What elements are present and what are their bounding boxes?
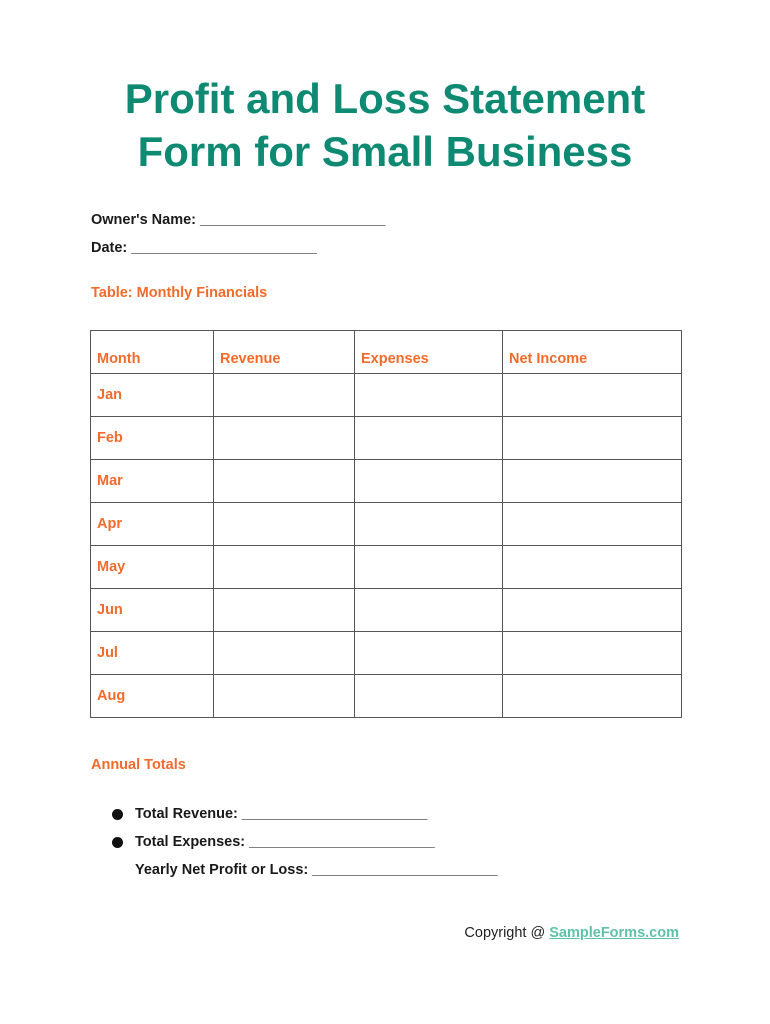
net-income-cell[interactable] <box>503 589 682 632</box>
list-item <box>112 800 498 828</box>
expenses-cell[interactable] <box>355 460 503 503</box>
revenue-cell[interactable] <box>214 546 355 589</box>
annual-totals-label: Annual Totals <box>91 757 186 773</box>
net-income-cell[interactable] <box>503 675 682 718</box>
header-expenses: Expenses <box>355 331 503 374</box>
expenses-cell[interactable] <box>355 546 503 589</box>
net-income-cell[interactable] <box>503 503 682 546</box>
table-row <box>91 546 682 589</box>
expenses-cell[interactable] <box>355 632 503 675</box>
list-item <box>112 828 498 856</box>
monthly-financials-table <box>90 330 682 718</box>
revenue-cell[interactable] <box>214 460 355 503</box>
table-row <box>91 589 682 632</box>
revenue-cell[interactable] <box>214 632 355 675</box>
table-row <box>91 417 682 460</box>
net-income-cell[interactable] <box>503 374 682 417</box>
month-cell: May <box>91 546 214 589</box>
date-field: Date: _______________________ <box>91 240 317 256</box>
copyright-footer <box>464 925 679 941</box>
expenses-cell[interactable] <box>355 374 503 417</box>
revenue-cell[interactable] <box>214 417 355 460</box>
header-revenue: Revenue <box>214 331 355 374</box>
annual-totals-list <box>112 800 498 884</box>
month-cell: Apr <box>91 503 214 546</box>
page-title <box>0 72 770 178</box>
table-row <box>91 374 682 417</box>
table-row <box>91 503 682 546</box>
net-income-cell[interactable] <box>503 417 682 460</box>
copyright-text: Copyright @ <box>464 925 550 941</box>
expenses-cell[interactable] <box>355 675 503 718</box>
net-income-cell[interactable] <box>503 460 682 503</box>
header-net-income: Net Income <box>503 331 682 374</box>
expenses-cell[interactable] <box>355 503 503 546</box>
month-cell: Mar <box>91 460 214 503</box>
month-cell: Jun <box>91 589 214 632</box>
bullet-icon <box>112 837 123 848</box>
bullet-icon <box>112 809 123 820</box>
title-line-2: Form for Small Business <box>137 128 633 175</box>
owner-name-field: Owner's Name: _______________________ <box>91 212 386 228</box>
month-cell: Jul <box>91 632 214 675</box>
net-profit-field: Yearly Net Profit or Loss: _______________________ <box>135 862 498 878</box>
expenses-cell[interactable] <box>355 589 503 632</box>
header-month: Month <box>91 331 214 374</box>
month-cell: Jan <box>91 374 214 417</box>
revenue-cell[interactable] <box>214 589 355 632</box>
list-item <box>112 856 498 884</box>
brand-link[interactable]: SampleForms.com <box>549 925 679 941</box>
revenue-cell[interactable] <box>214 675 355 718</box>
net-income-cell[interactable] <box>503 546 682 589</box>
total-expenses-field: Total Expenses: _______________________ <box>135 834 435 850</box>
month-cell: Aug <box>91 675 214 718</box>
month-cell: Feb <box>91 417 214 460</box>
table-row <box>91 675 682 718</box>
table-label: Table: Monthly Financials <box>91 285 268 301</box>
revenue-cell[interactable] <box>214 503 355 546</box>
revenue-cell[interactable] <box>214 374 355 417</box>
title-line-1: Profit and Loss Statement <box>124 75 646 122</box>
table-header-row <box>91 331 682 374</box>
expenses-cell[interactable] <box>355 417 503 460</box>
table-row <box>91 460 682 503</box>
table-row <box>91 632 682 675</box>
total-revenue-field: Total Revenue: _______________________ <box>135 806 428 822</box>
net-income-cell[interactable] <box>503 632 682 675</box>
